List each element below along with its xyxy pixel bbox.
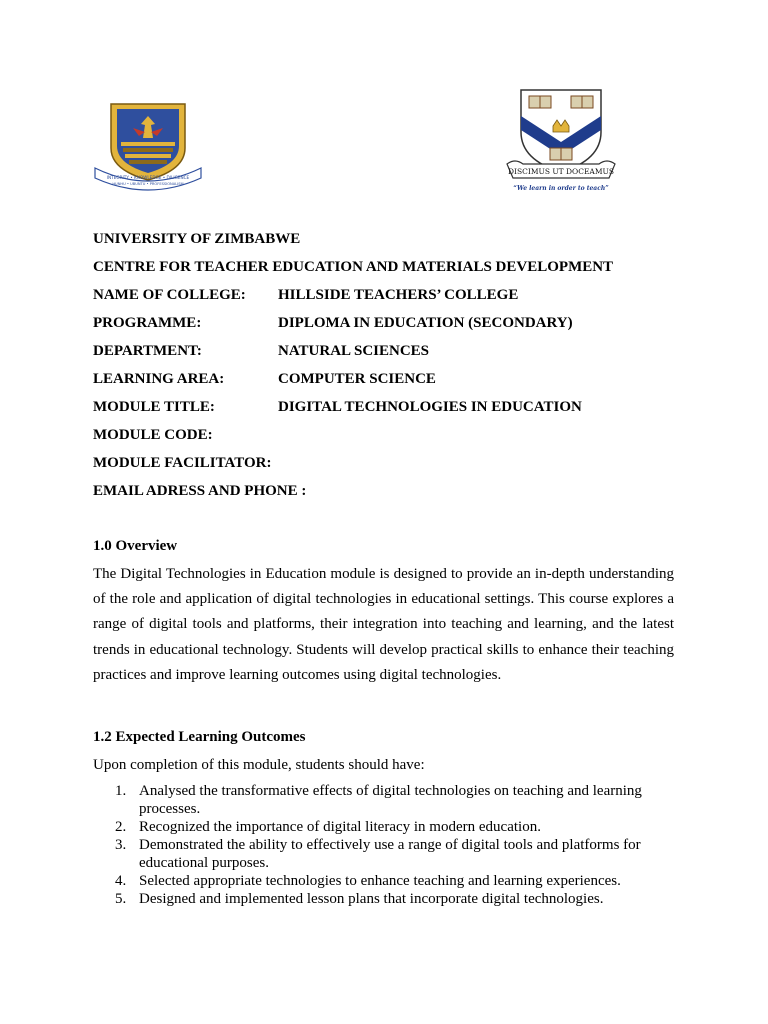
list-item-number: 5. xyxy=(115,891,127,907)
overview-heading: 1.0 Overview xyxy=(93,538,178,554)
document-header xyxy=(93,229,693,509)
outcomes-intro: Upon completion of this module, students should have: xyxy=(93,757,425,773)
field-label: MODULE TITLE: xyxy=(93,399,215,415)
uz-motto-text-line2: HUNHU • UBUNTU • PROFESSIONALISM xyxy=(112,182,184,186)
list-item-text: Demonstrated the ability to effectively use a range of digital tools and platforms for educational purposes. xyxy=(139,837,641,871)
list-item-number: 4. xyxy=(115,873,127,889)
field-value: DIPLOMA IN EDUCATION (SECONDARY) xyxy=(278,315,573,331)
centre-name-row xyxy=(93,257,693,285)
list-item-text: Selected appropriate technologies to enhance teaching and learning experiences. xyxy=(139,873,621,889)
list-item-number: 1. xyxy=(115,783,127,799)
field-value: COMPUTER SCIENCE xyxy=(278,371,436,387)
hillside-motto-text: DISCIMUS UT DOCEAMUS xyxy=(508,167,614,176)
centre-name: CENTRE FOR TEACHER EDUCATION AND MATERIALS DEVELOPMENT xyxy=(93,259,614,275)
field-row-email-phone xyxy=(93,481,693,509)
uz-motto-text: INTEGRITY • KNOWLEDGE • DILIGENCE xyxy=(106,175,190,180)
list-item-text: Recognized the importance of digital literacy in modern education. xyxy=(139,819,541,835)
overview-paragraph: The Digital Technologies in Education module is designed to provide an in-depth understanding of the role and application of digital technologies in educational settings. This course explores a range of digital tools and platforms, their integration into teaching and learning, and the latest trends in educational technology. Students will develop practical skills to enhance their teaching practices and improve learning outcomes using digital technologies. xyxy=(93,566,674,683)
field-row-module-code xyxy=(93,425,693,453)
list-item xyxy=(93,836,683,872)
field-label: MODULE CODE: xyxy=(93,427,213,443)
field-value: HILLSIDE TEACHERS’ COLLEGE xyxy=(278,287,519,303)
field-value: NATURAL SCIENCES xyxy=(278,343,430,359)
field-row-programme xyxy=(93,313,693,341)
list-item-number: 2. xyxy=(115,819,127,835)
field-label: LEARNING AREA: xyxy=(93,371,225,387)
field-row-module-title xyxy=(93,397,693,425)
list-item xyxy=(93,872,683,890)
list-item-text: Designed and implemented lesson plans that incorporate digital technologies. xyxy=(139,891,604,907)
hillside-college-logo xyxy=(505,86,617,198)
field-label: EMAIL ADRESS AND PHONE : xyxy=(93,483,307,499)
list-item-number: 3. xyxy=(115,837,127,853)
university-name-row xyxy=(93,229,693,257)
field-row-department xyxy=(93,341,693,369)
list-item xyxy=(93,890,683,908)
hillside-crest-icon xyxy=(505,86,617,198)
hillside-tagline-text: “We learn in order to teach” xyxy=(513,185,609,192)
field-row-learning-area xyxy=(93,369,693,397)
field-row-college xyxy=(93,285,693,313)
field-label: MODULE FACILITATOR: xyxy=(93,455,272,471)
outcomes-heading: 1.2 Expected Learning Outcomes xyxy=(93,729,306,745)
uz-crest-icon xyxy=(93,98,203,194)
field-label: PROGRAMME: xyxy=(93,315,202,331)
field-label: NAME OF COLLEGE: xyxy=(93,287,246,303)
field-value: DIGITAL TECHNOLOGIES IN EDUCATION xyxy=(278,399,582,415)
field-label: DEPARTMENT: xyxy=(93,343,202,359)
outcomes-list xyxy=(93,782,683,908)
field-row-module-facilitator xyxy=(93,453,693,481)
list-item xyxy=(93,782,683,818)
university-of-zimbabwe-logo xyxy=(93,98,203,194)
university-name: UNIVERSITY OF ZIMBABWE xyxy=(93,231,301,247)
list-item-text: Analysed the transformative effects of digital technologies on teaching and learning processes. xyxy=(139,783,642,817)
list-item xyxy=(93,818,683,836)
